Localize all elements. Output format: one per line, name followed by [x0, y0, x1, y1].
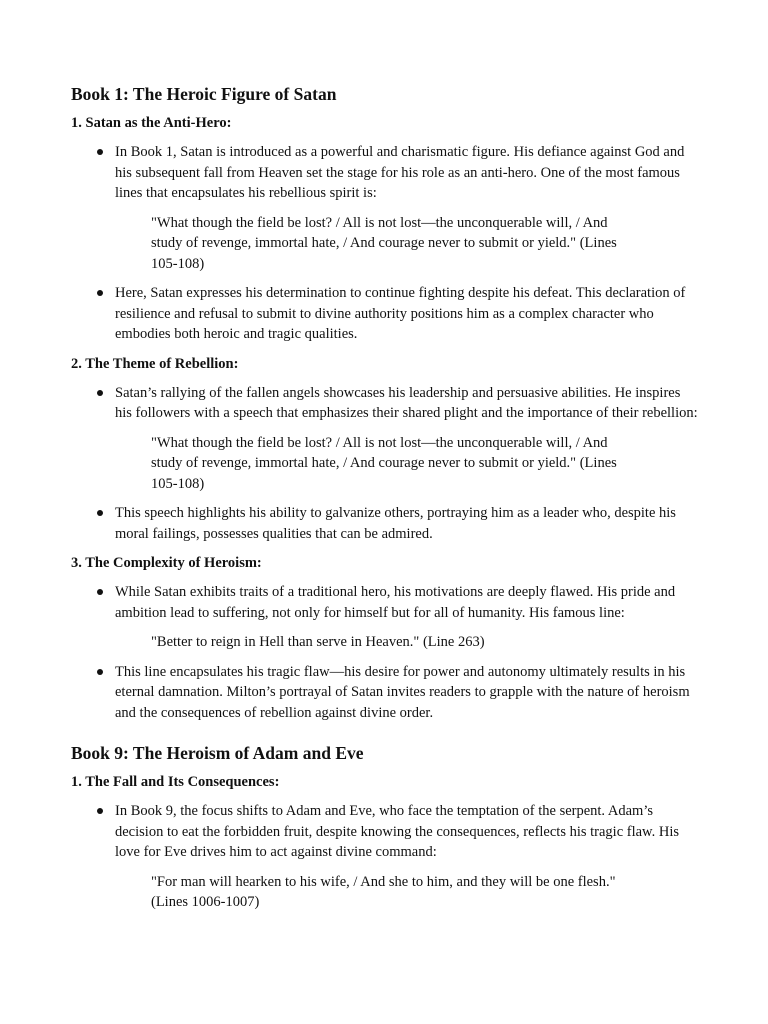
- book9-heading: Book 9: The Heroism of Adam and Eve: [71, 743, 364, 763]
- book1-section1-list: [71, 142, 698, 345]
- book9-section1-heading: 1. The Fall and Its Consequences:: [71, 774, 280, 790]
- list-item-text: This line encapsulates his tragic flaw—his desire for power and autonomy ultimately results in his eternal damnation. Milton’s portrayal of Satan invites readers to grapple with the nature of heroism and the consequences of rebellion against divine order.: [115, 663, 690, 721]
- list-item-text: In Book 1, Satan is introduced as a powerful and charismatic figure. His defiance against God and his subsequent fall from Heaven set the stage for his role as an anti-hero. One of the most famous lines that encapsulates his rebellious spirit is:: [115, 144, 685, 201]
- bullet-icon: [97, 669, 103, 675]
- list-item-text: In Book 9, the focus shifts to Adam and Eve, who face the temptation of the serpent. Adam’s decision to eat the forbidden fruit, despite knowing the consequences, reflects his tragic flaw. His love for Eve drives him to act against divine command:: [115, 803, 679, 860]
- bullet-icon: [97, 290, 103, 296]
- bullet-icon: [97, 390, 103, 396]
- list-item: [71, 383, 698, 424]
- bullet-icon: [97, 149, 103, 155]
- block-quote: "What though the field be lost? / All is not lost—the unconquerable will, / And study of revenge, immortal hate, / And courage never to submit or yield." (Lines 105-108): [151, 434, 617, 492]
- bullet-icon: [97, 510, 103, 516]
- list-item: [71, 582, 698, 623]
- book1-section3-list: [71, 582, 698, 723]
- book1-section3-heading: 3. The Complexity of Heroism:: [71, 555, 262, 571]
- list-item: [71, 662, 698, 724]
- block-quote: "For man will hearken to his wife, / And she to him, and they will be one flesh." (Lines 1006-1007): [151, 873, 616, 910]
- book1-section2-heading: 2. The Theme of Rebellion:: [71, 355, 239, 372]
- book9-section1-list: [71, 801, 698, 913]
- list-item-text: Here, Satan expresses his determination to continue fighting despite his defeat. This declaration of resilience and refusal to submit to divine authority positions him as a complex character who embodies both heroic and tragic qualities.: [115, 285, 686, 342]
- bullet-icon: [97, 589, 103, 595]
- block-quote: "What though the field be lost? / All is not lost—the unconquerable will, / And study of revenge, immortal hate, / And courage never to submit or yield." (Lines 105-108): [151, 214, 617, 272]
- list-item-text: This speech highlights his ability to galvanize others, portraying him as a leader who, despite his moral failings, possesses qualities that can be admired.: [115, 505, 676, 542]
- list-item: [71, 283, 698, 345]
- list-item-text: Satan’s rallying of the fallen angels showcases his leadership and persuasive abilities. He inspires his followers with a speech that emphasizes their shared plight and the importance of their rebellion:: [115, 384, 698, 421]
- book1-section1-heading: 1. Satan as the Anti-Hero:: [71, 115, 232, 131]
- list-item-text: While Satan exhibits traits of a traditional hero, his motivations are deeply flawed. His pride and ambition lead to suffering, not only for himself but for all of humanity. His famous line:: [115, 584, 676, 621]
- list-item: [71, 801, 698, 863]
- list-item: [71, 142, 698, 204]
- block-quote: "Better to reign in Hell than serve in Heaven." (Line 263): [151, 634, 485, 650]
- list-item: [71, 503, 698, 544]
- book1-section2-list: [71, 383, 698, 545]
- bullet-icon: [97, 808, 103, 814]
- book1-heading: Book 1: The Heroic Figure of Satan: [71, 84, 337, 104]
